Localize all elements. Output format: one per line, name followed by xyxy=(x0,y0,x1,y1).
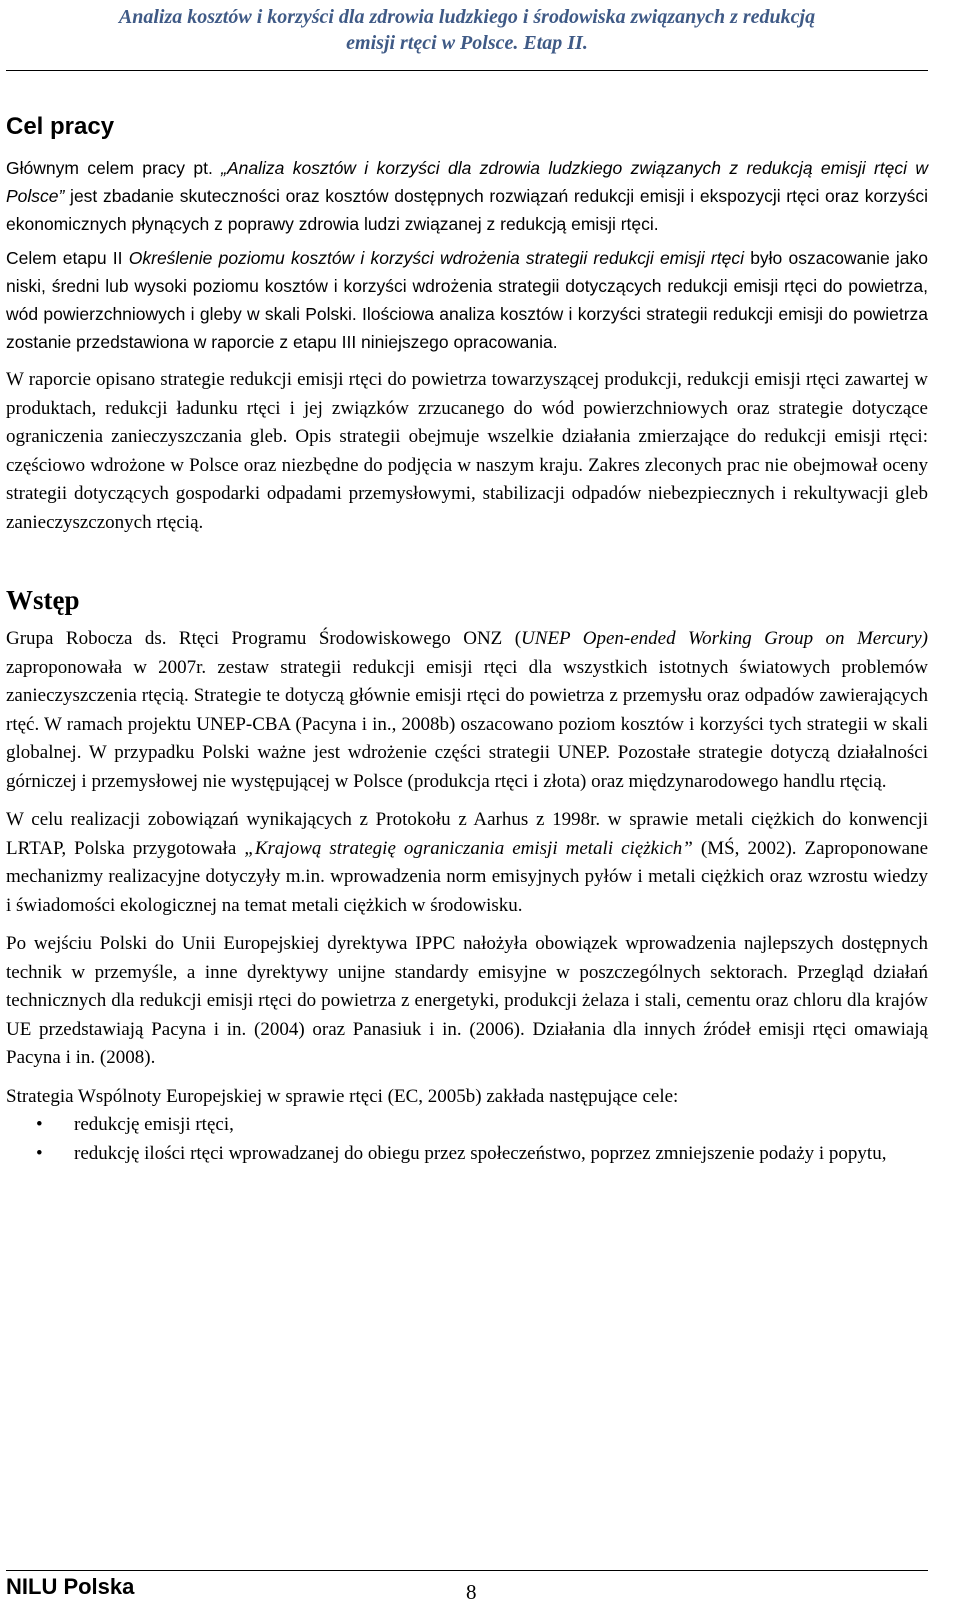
goals-list xyxy=(6,1111,928,1168)
text-run: Ilościowa analiza kosztów i korzyści strategii redukcji emisji do powietrza zostanie przedstawiona w raporcie z etapu III niniejszego opracowania. xyxy=(6,304,928,352)
page-number: 8 xyxy=(466,1580,477,1604)
text-run: Grupa Robocza ds. Rtęci Programu Środowiskowego ONZ ( xyxy=(6,628,522,649)
list-item xyxy=(6,1140,928,1169)
list-item-text: redukcję ilości rtęci wprowadzanej do obiegu przez społeczeństwo, poprzez zmniejszenie podaży i popytu, xyxy=(74,1142,887,1164)
paragraph-wstep-1 xyxy=(6,625,928,796)
bullet-icon: • xyxy=(36,1142,43,1164)
document-page xyxy=(6,0,928,1168)
italic-run: „Analiza kosztów i korzyści dla zdrowia ludzkiego związanych z redukcją emisji rtęci w Polsce” xyxy=(6,158,928,206)
footer-divider xyxy=(6,1570,928,1571)
paragraph-wstep-4: Strategia Wspólnoty Europejskiej w sprawie rtęci (EC, 2005b) zakłada następujące cele: xyxy=(6,1085,679,1107)
paragraph-cel-1 xyxy=(6,154,928,238)
list-item xyxy=(6,1111,928,1140)
section-heading-wstep: Wstęp xyxy=(6,585,80,615)
italic-run: Określenie poziomu kosztów i korzyści wdrożenia strategii redukcji emisji rtęci xyxy=(128,248,744,268)
page-footer xyxy=(6,1570,928,1604)
paragraph-wstep-3: Po wejściu Polski do Unii Europejskiej dyrektywa IPPC nałożyła obowiązek wprowadzenia najlepszych dostępnych technik w przemyśle, a inne dyrektywy unijne standardy emisyjne w poszczególnych sektorach. Przegląd działań technicznych dla redukcji emisji rtęci do powietrza z energetyki, produkcji żelaza i stali, cementu oraz chloru dla krajów UE przedstawiają Pacyna i in. (2004) oraz Panasiuk i in. (2006). Działania dla innych źródeł emisji rtęci omawiają Pacyna i in. (2008). xyxy=(6,933,928,1068)
italic-run: UNEP Open-ended Working Group on Mercury) xyxy=(521,628,928,649)
text-run: Celem etapu II xyxy=(6,248,129,268)
text-run: Głównym celem pracy pt. xyxy=(6,158,222,178)
paragraph-cel-3: W raporcie opisano strategie redukcji emisji rtęci do powietrza towarzyszącej produkcji, redukcji emisji rtęci zawartej w produktach, redukcji ładunku rtęci i jej związków zrzucanego do wód powierzchniowych oraz strategie dotyczące ograniczenia zanieczyszczania gleb. Opis strategii obejmuje wszelkie działania zmierzające do redukcji emisji rtęci: częściowo wdrożone w Polsce oraz niezbędne do podjęcia w naszym kraju. Zakres zleconych prac nie obejmował oceny strategii dotyczących gospodarki odpadami przemysłowymi, stabilizacji odpadów niebezpiecznych i rekultywacji gleb zanieczyszczonych rtęcią. xyxy=(6,369,928,533)
list-item-text: redukcję emisji rtęci, xyxy=(74,1114,234,1135)
running-header xyxy=(6,4,928,56)
text-run: było oszacowanie jako niski, średni lub wysoki poziomu kosztów i korzyści wdrożenia strategii dotyczących redukcji emisji rtęci do powietrza, wód powierzchniowych i gleby w skali Polski. xyxy=(6,248,929,324)
header-divider xyxy=(6,70,928,71)
italic-run: „Krajową strategię ograniczania emisji metali ciężkich” xyxy=(244,837,693,859)
text-run: (MŚ, 2002). Zaproponowane mechanizmy realizacyjne dotyczyły m.in. wprowadzenia norm emisyjnych pyłów i metali ciężkich oraz wzrostu wiedzy i świadomości ekologicznej na temat metali ciężkich w środowisku. xyxy=(6,837,928,916)
header-line-2: emisji rtęci w Polsce. Etap II. xyxy=(346,32,588,54)
text-run: jest zbadanie skuteczności oraz kosztów dostępnych rozwiązań redukcji emisji i ekspozycji rtęci oraz korzyści ekonomicznych płynących z poprawy zdrowia ludzi związanej z redukcją emisji rtęci. xyxy=(6,186,928,234)
text-run: zaproponowała w 2007r. zestaw strategii redukcji emisji rtęci dla wszystkich istotnych światowych problemów zanieczyszczenia rtęcią. Strategie te dotyczą głównie emisji rtęci do powietrza z przemysłu oraz odpadów zawierających rtęć. W ramach projektu UNEP-CBA (Pacyna i in., 2008b) oszacowano poziom kosztów i korzyści tych strategii w skali globalnej. W przypadku Polski ważne jest wdrożenie części strategii UNEP. Pozostałe strategie dotyczą działalności górniczej i przemysłowej nie występującej w Polsce (produkcja rtęci i złota) oraz międzynarodowego handlu rtęcią. xyxy=(6,656,928,792)
paragraph-cel-2 xyxy=(6,244,928,356)
section-heading-cel-pracy: Cel pracy xyxy=(6,113,115,140)
text-run: W celu realizacji zobowiązań wynikających z Protokołu z Aarhus z 1998r. w sprawie metali ciężkich do konwencji LRTAP, Polska przygotowała xyxy=(6,809,928,859)
footer-brand: NILU Polska xyxy=(6,1574,135,1599)
header-line-1: Analiza kosztów i korzyści dla zdrowia ludzkiego i środowiska związanych z redukcją xyxy=(118,6,816,28)
bullet-icon: • xyxy=(36,1114,43,1135)
paragraph-wstep-2 xyxy=(6,806,928,920)
